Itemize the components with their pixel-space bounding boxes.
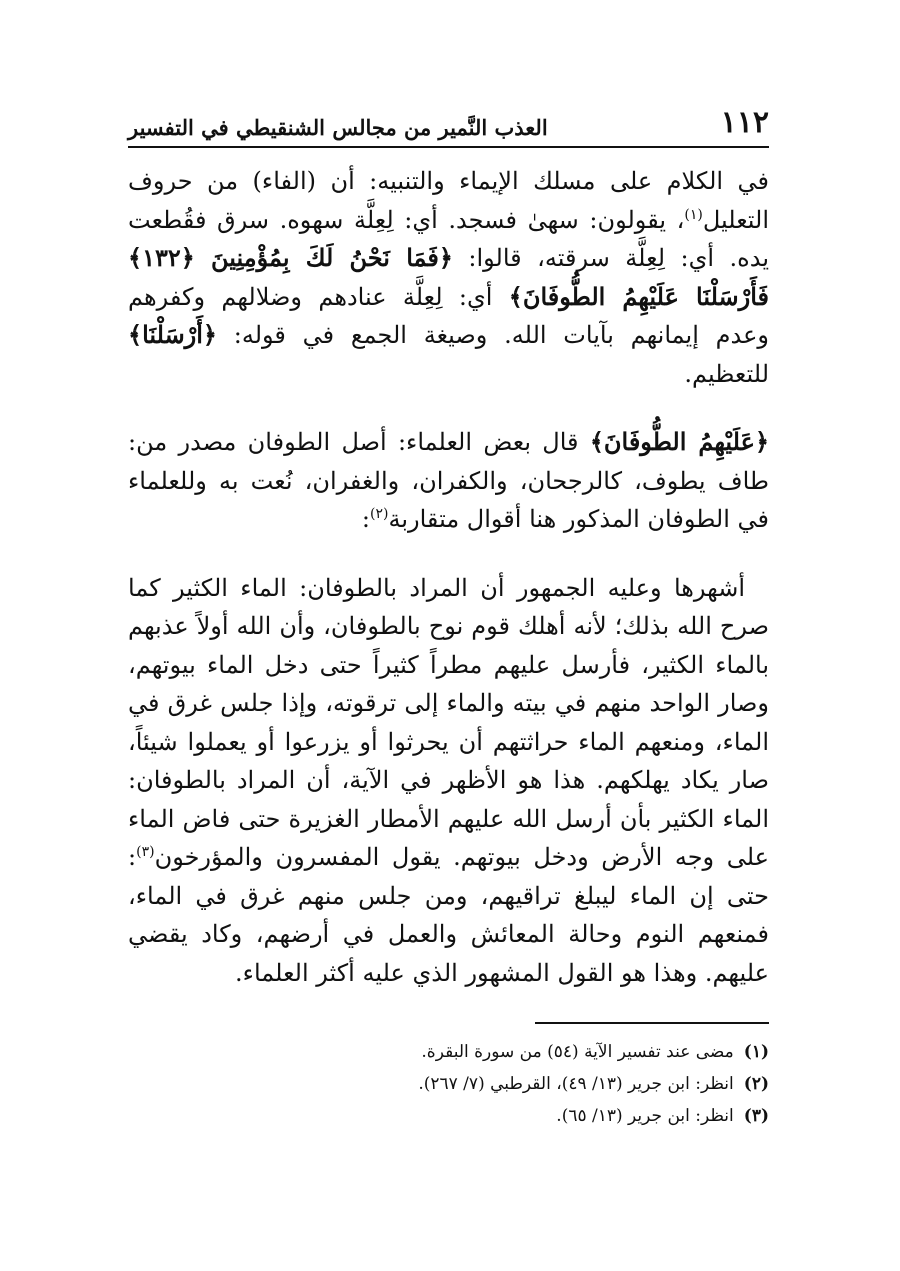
footnotes — [128, 1036, 769, 1132]
footnote-3 — [128, 1100, 769, 1132]
footnote-1 — [128, 1036, 769, 1068]
quran-verse: ﴿أَرْسَلْنَا﴾ — [128, 320, 217, 349]
paragraph-2 — [128, 423, 769, 539]
paragraph-1-text-b: ، يقولون: سهىٰ فسجد. أي: لِعِلَّة سهوه. سرق فقُطعت يده. أي: لِعِلَّة سرقته، قالوا: — [128, 205, 770, 272]
footnote-ref-1[interactable]: (١) — [684, 206, 703, 223]
footnote-text: انظر: ابن جرير (١٣/ ٦٥). — [556, 1106, 734, 1126]
footnote-2 — [128, 1068, 769, 1100]
book-page — [128, 96, 769, 1196]
paragraph-1-text-c: أي: لِعِلَّة عنادهم وضلالهم وكفرهم وعدم إيمانهم بآيات الله. وصيغة الجمع في قوله: — [128, 282, 769, 349]
paragraph-1-text-a: في الكلام على مسلك الإيماء والتنبيه: أن (الفاء) من حروف التعليل — [128, 167, 769, 234]
running-title: العذب النَّمير من مجالس الشنقيطي في التفسير — [128, 115, 548, 140]
running-header — [128, 96, 769, 148]
paragraph-1 — [128, 162, 769, 393]
footnote-number: (١) — [743, 1042, 769, 1062]
quran-verse: ﴿عَلَيْهِمُ الطُّوفَانَ﴾ — [589, 427, 769, 456]
footnote-text: مضى عند تفسير الآية (٥٤) من سورة البقرة. — [421, 1042, 734, 1062]
footnote-ref-2[interactable]: (٢) — [370, 506, 389, 522]
paragraph-3-text-b: : حتى إن الماء ليبلغ تراقيهم، ومن جلس منهم غرق في الماء، فمنعهم النوم وحالة المعائش والعمل في أرضهم، وكاد يقضي عليهم. وهذا هو القول المشهور الذي عليه أكثر العلماء. — [128, 843, 769, 987]
footnote-text: انظر: ابن جرير (١٣/ ٤٩)، القرطبي (٧/ ٢٦٧). — [418, 1074, 734, 1094]
footnote-number: (٢) — [743, 1074, 769, 1094]
quran-verse: ﴿فَمَا نَحْنُ لَكَ بِمُؤْمِنِينَ ﴿١٣٢﴾ فَأَرْسَلْنَا عَلَيْهِمُ الطُّوفَانَ﴾ — [128, 243, 769, 311]
paragraph-3-text-a: أشهرها وعليه الجمهور أن المراد بالطوفان: الماء الكثير كما صرح الله بذلك؛ لأنه أهلك قوم نوح بالطوفان، وأن الله أولاً عذبهم بالماء الكثير، فأرسل عليهم مطراً كثيراً حتى دخل الماء بيوتهم، وصار الواحد منهم في بيته والماء إلى ترقوته، وإذا جلس غرق في الماء، ومنعهم الماء حراثتهم أن يحرثوا أو يزرعوا أو يعملوا شيئاً، صار يكاد يهلكهم. هذا هو الأظهر في الآية، أن المراد بالطوفان: الماء الكثير بأن أرسل الله عليهم الأمطار الغزيرة حتى فاض الماء على وجه الأرض ودخل بيوتهم. يقول المفسرون والمؤرخون — [128, 573, 770, 871]
paragraph-3 — [128, 569, 769, 993]
page-number: ١١٢ — [720, 105, 769, 140]
footnote-divider — [535, 1022, 769, 1024]
footnote-ref-3[interactable]: (٣) — [136, 844, 155, 860]
paragraph-1-text-d: للتعظيم. — [684, 359, 769, 388]
paragraph-2-text-a: قال بعض العلماء: أصل الطوفان مصدر من: طاف يطوف، كالرجحان، والكفران، والغفران، نُعت به وللعلماء في الطوفان المذكور هنا أقوال متقاربة — [128, 428, 769, 533]
footnote-number: (٣) — [743, 1106, 769, 1126]
body-text — [128, 162, 769, 992]
paragraph-2-text-b: : — [361, 505, 371, 533]
